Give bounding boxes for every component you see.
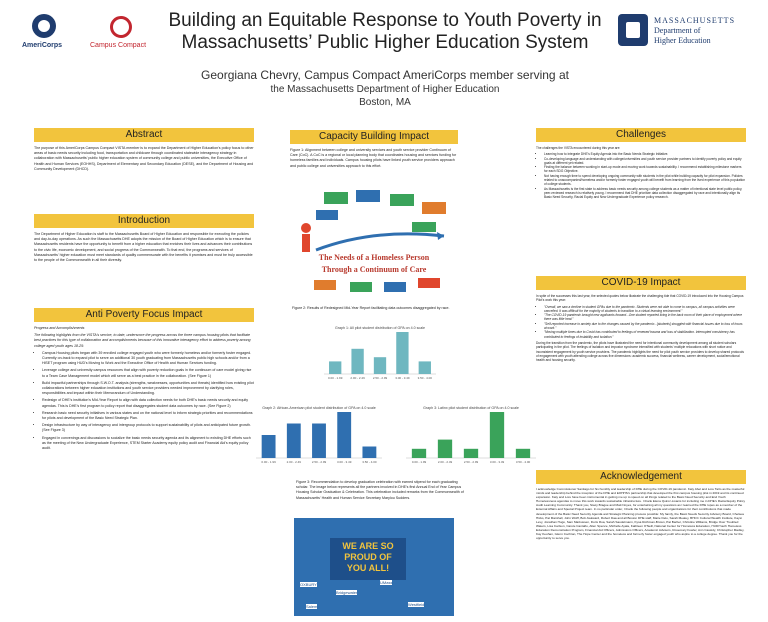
list-item: • "Self-reported increase in anxiety due to the changes caused by the pandemic...[students] struggled with financial issues due to loss of hours at work." <box>544 322 746 331</box>
banner-text <box>330 541 406 574</box>
accomplishment-list <box>34 351 254 451</box>
tick-label: 3.00 - 3.49 <box>337 460 352 464</box>
partner-logo: Bridgewater <box>336 590 358 595</box>
chart-bar <box>337 412 351 458</box>
chart-bar <box>419 361 431 374</box>
title-line1: Building an Equitable Response to Youth Poverty in <box>168 10 602 31</box>
abstract-heading: Abstract <box>34 128 254 142</box>
chart-bar <box>312 424 326 459</box>
figure2-caption: Figure 2: Results of Redesigned Mid-Year Report facilitating data outcomes disaggregated by race. <box>292 306 450 310</box>
mass-logo-line2: Department of <box>654 26 701 35</box>
node-box <box>350 282 372 292</box>
list-item: • Leverage college and university campus resources that align with poverty reduction goals in the continuum of care model giving rise to a Team Case Management model which will serve as a best practice in the collaboration. (See Figure 1) <box>42 368 254 378</box>
person-icon <box>301 223 311 233</box>
tick-label: 3.50 - 4.00 <box>417 376 432 380</box>
list-item: • Design infrastructure by way of interagency and intergroup protocols to support sustainability of pilots and anticipated future growth. (See Figure 3) <box>42 423 254 433</box>
tick-label: 3.50 - 4.00 <box>362 460 377 464</box>
banner-line1: WE ARE SO <box>342 541 394 551</box>
covid-heading: COVID-19 Impact <box>536 276 746 290</box>
chart-bar <box>262 435 276 458</box>
acknowledgement-heading: Acknowledgement <box>536 470 746 484</box>
chart-title: Graph 3: Latinx pilot student distribution of GPA on 4.0 scale <box>423 406 519 410</box>
diagram-graphic <box>294 188 454 298</box>
anti-poverty-section <box>34 308 254 453</box>
tick-label: 2.00 - 2.49 <box>286 460 301 464</box>
gpa-chart-african-american <box>252 404 386 470</box>
introduction-section <box>34 214 254 263</box>
challenges-section <box>536 128 746 200</box>
chart-bar <box>516 449 530 458</box>
mass-dhe-logo <box>618 12 758 54</box>
continuum-of-care-diagram <box>294 188 454 298</box>
list-item: • Co-developing language and understanding with college/universities and youth service provider partners to identify poverty policy and equity goals at different yet related. <box>544 157 746 166</box>
node-box <box>390 194 414 206</box>
list-item: • Build impactful partnerships through S.W.O.T. analysis (strengths, weaknesses, opportunities and threats) identified how existing pilot collaborations between higher education institutions and youth service providers needed improvement by clarifying roles, responsibilities and impact within their Memorandum of Understanding. <box>42 381 254 397</box>
partner-logo: Salem <box>306 604 318 609</box>
progress-subheading: Progress and Accomplishments <box>34 326 85 330</box>
list-item: • Learning how to integrate DHE's Equity Agenda into the Basic Needs Strategic Initiative. <box>544 152 746 156</box>
chart-bar <box>490 412 504 458</box>
node-box <box>384 282 406 292</box>
list-item: • "The COVID-19 pandemic brought new applicants forward...One student reported living in the back room of their place of employment where there was little heat." <box>544 313 746 322</box>
state-seal-icon <box>618 14 648 46</box>
list-item: • Research basic need security initiatives in various states and on the national level to inform strategic priorities and recommendations for pilots and development of the Basic Need Strategic Plan. <box>42 411 254 421</box>
title-line2: Massachusetts’ Public Higher Education System <box>181 32 589 53</box>
mass-logo-line3: Higher Education <box>654 36 711 45</box>
challenges-body <box>536 146 746 200</box>
arrow-head-icon <box>437 232 444 240</box>
node-box <box>316 210 338 220</box>
list-item: • As Massachusetts is the first state to address basic needs security among college students as a matter of intentional state level public policy, peer-reviewed research is relatively young. I recommend that DHE prioritize data collection disaggregated by race and intentionally align its Basic Need Security, Racial Equity and New Undergraduate Experience policy research. <box>544 187 746 200</box>
node-box <box>418 278 440 288</box>
node-box <box>356 190 380 202</box>
diagram-title-2: Through a Continuum of Care <box>321 265 427 274</box>
partner-logo: OXBURY <box>300 582 317 587</box>
tick-label: 2.50 - 2.99 <box>372 376 388 380</box>
node-box <box>412 222 436 232</box>
americorps-logo-text: AmeriCorps <box>22 42 63 49</box>
affiliation-line1: the Massachusetts Department of Higher Education <box>270 84 500 95</box>
diagram-title-1: The Needs of a Homeless Person <box>318 253 430 262</box>
tick-label: 3.00 - 3.49 <box>489 460 505 464</box>
covid-intro: In spite of the successes this last year, the selected quotes below illustrate the challenging tide that COVID-19 introduced into the Housing Campus Pilot's work this year: <box>536 294 744 303</box>
chart-bar <box>351 349 363 374</box>
americorps-logo-icon <box>32 14 56 38</box>
covid-section <box>536 276 746 362</box>
list-item: • Campus Housing pilots began with 39 enrolled college engaged youth who were formerly homeless and/or formerly foster engaged. Currently on-track to expand pilot to serve an additional 30 youth graduating from Massachusetts public high schools and/or from a HiSET program using HUD's Moving to Work and the Executive Office of Health and Human Services funding. <box>42 351 254 367</box>
banner-line2: PROUD OF <box>344 552 392 562</box>
tick-label: 2.50 - 2.99 <box>463 460 479 464</box>
covid-quotes <box>536 305 746 339</box>
covid-closing: During the transition from the pandemic, the pilots have illustrated the need for intentional community development among all student scholars participating in the pilot. The feelings of isolation and impostor syndrome intensified with students' multiple relocations with short notice and inconsistent engagement by youth service providers. The pandemic highlights the need for pilot youth service providers to develop shared protocols of engagement with youth attending college across five dimensions: academic success, financial wellness, career development, social/emotional health and housing security. <box>536 340 744 363</box>
tick-label: 2.00 - 2.49 <box>437 460 453 464</box>
challenges-intro: The challenges the VISTA encountered during this year are: <box>536 146 621 150</box>
partner-logo: UMass <box>380 580 393 585</box>
chart-bar <box>287 424 301 459</box>
tick-label: 2.50 - 2.99 <box>311 460 327 464</box>
continuum-arrow <box>316 234 444 250</box>
tick-label: 3.00 - 3.49 <box>395 376 410 380</box>
abstract-text: The purpose of this AmeriCorps Campus Compact VISTA member is to expand the Department of Higher Education's policy focus to other areas of basic needs security including food, transportation and childcare through coordinated statewide interagency strategy in collaboration with Massachusetts' public higher education system of community college and public universities, the Executive Office of Health and Human Services (EOHHS), Department of Elementary and Secondary Education (DESE), and the Department of Housing and Community Development (DHCD). <box>34 146 254 171</box>
introduction-heading: Introduction <box>34 214 254 228</box>
chart-bar <box>396 332 408 374</box>
anti-poverty-heading: Anti Poverty Focus Impact <box>34 308 254 322</box>
tick-label: 3.50 - 4.00 <box>515 460 531 464</box>
person-icon-body <box>302 234 310 252</box>
chart-bar <box>464 449 478 458</box>
chart-bar <box>412 449 426 458</box>
partner-logo: Westfield <box>408 602 425 607</box>
tick-label: 2.00 - 2.49 <box>350 376 365 380</box>
acknowledgement-section <box>536 470 746 540</box>
campus-compact-logo-text: Campus Compact <box>90 42 147 49</box>
introduction-text: The Department of Higher Education is staff to the Massachusetts Board of Higher Education and responsible for executing the policies and day-to-day operations. As such the Massachusetts DHE adopts the mission of the Board of Higher Education which is to ensure that Massachusetts residents have the opportunity to benefit from a higher education that enriches their lives and advances their contributions to the civic life, economic development, and social progress of the Commonwealth. To that end, the programs and services of Massachusetts' higher education must meet standards of quality commensurate with the benefits it promises and must be truly accessible to the people of the Commonwealth in all their diversity. <box>34 232 253 263</box>
affiliation-line2: Boston, MA <box>359 97 411 108</box>
gpa-chart-all <box>320 324 440 386</box>
chart-title: Graph 1: All pilot student distribution of GPA on 4.0 scale <box>334 326 426 330</box>
list-item: • Engaged in convenings and discussions to socialize the basic needs security agenda and its alignment to existing DHE efforts such as the meeting of the New Undergraduate Experience, STEM Starter Academy equity policy audit and Financial Aid's equity policy audit. <box>42 436 254 452</box>
tick-label: 0.00 - 1.99 <box>261 460 276 464</box>
covid-body <box>536 294 746 362</box>
list-item: • "Overall, we saw a decline in student GPAs due to the pandemic. Students were not able to come to campus, all campus activities were cancelled. It was difficult for the majority of students to transition to a virtual learning environment." <box>544 305 746 314</box>
list-item: • "Moving multiple times due to Covid has contributed to feelings of renewed trauma and loss of stabilization. Interrupted consistency has contributed to feelings of instability and isolation." <box>544 330 746 339</box>
gpa-chart-latinx <box>402 404 540 470</box>
capacity-heading: Capacity Building Impact <box>290 130 458 144</box>
left-logos <box>22 14 152 64</box>
chart-bar <box>374 357 386 374</box>
node-box <box>324 192 348 204</box>
poster-title <box>160 10 610 54</box>
chart-bar <box>438 440 452 458</box>
figure1-caption: Figure 1: Alignment between college and university services and youth service provider Continuum of Care (CoC). A CoC is a regional or local planning body that coordinates housing and services funding for homeless families and individuals. Campus housing pilots have linked youth service providers approach and public college and universities approach to this effort. <box>290 148 457 168</box>
anti-poverty-body <box>34 326 254 451</box>
node-box <box>422 202 446 214</box>
celebration-banner <box>330 538 406 580</box>
tick-label: 0.00 - 1.99 <box>328 376 343 380</box>
tick-label: 0.00 - 1.99 <box>411 460 427 464</box>
chart-bar <box>362 447 376 459</box>
chart-title: Graph 2: African-American pilot student distribution of GPA on 4.0 scale <box>262 406 376 410</box>
chart-bar <box>329 361 341 374</box>
node-box <box>314 280 336 290</box>
acknowledgement-text: I acknowledge Commissioner Santiago for his humility and leadership of DHE during the COVID-19 pandemic. Katy Abel and Lore Tarlo as the masterful minds and leadership behind the inception of the DHE and EOHHS's partnership that developed the first campus housing pilot in 2019 and its continued expansion. Katy and Lore have been instrumental in getting me up to speed on all things related to the Basic Need Security and End Youth Homelessness agendas to move this work towards sustainable infrastructure. I thank Elena Quiroz-Livanis for including me in DHE's Racial Equity Policy Audit Learning Community. Thank you, Stacy Brague and Matt Noyes, for entertaining all my questions as I learned the DHE ropes as a member of the External Affairs and Special Project team. In no particular order, I thank the following people and organizations for their contributions that made development of the Basic Need Security Agenda and Strategic Planning process possible: My family, the Basic Needs Security Advisory Board, Chelsea Hicks, Pat Marshall, John Wolff, Bob Awkward, Robert Daa and all Boston DHE staff, Marie Delo, Sarah Mealey, BHCC Cultural Wealth Institute, Kaysi Levy, Jonathan Hugo, Sam Markussen, Doris Rua, Sarah Saudelmann, Kysa Rothman-Brown, Pat Barber, Christine Williams, Bridge Over Troubled Waters, Lisa Carlson, Carole Cantafio, Allen Spence, Michelle Ayala, Kathleen O'Neill, National Center for Homeless Education, HUD/Youth Homeless Education Demonstration Program, Financial Aid Officers, Admissions Officers, Academic Advisors, Rosemary Fowler, Ann Cassidy, Christopher Madley, Kay Keohan, Glenn Cochran, The Hope Center and the homeless and formerly foster engaged youth who aspire to a college degree. Thank you for the opportunity to serve you. <box>536 487 745 541</box>
challenges-heading: Challenges <box>536 128 746 142</box>
left-column <box>34 128 254 172</box>
campus-compact-logo-icon <box>110 16 132 38</box>
progress-intro: The following highlights from the VISTA's service, to date, underscore the progress across the three campus housing pilots that facilitate best practices for this type of collaboration and accomplishments because of this innovative interagency effort to address poverty among college aged youth ages 18-25: <box>34 333 251 348</box>
partner-logo-grid <box>296 576 452 616</box>
capacity-section <box>290 130 458 169</box>
list-item: • Finding the balance between working in start-up mode and moving work towards sustainability. I recommend establishing milestone markers for each SDG Objective. <box>544 165 746 174</box>
list-item: • Not having enough time to spend developing ongoing community with students in the pilot while building capacity for pilot expansion. Policies related to unaccompanied/homeless and/or formerly foster engaged youth will benefit from learning from the lived experience of this population of college students. <box>544 174 746 187</box>
banner-line3: YOU ALL! <box>346 563 390 573</box>
figure3-caption: Figure 3: Recommendation to develop graduation celebration with earned stipend for each graduating scholar. The image below represents all the partners involved in DHE's first Annual End of Year Campus Housing Scholar Graduation & Celebration. This celebration included remarks from the Commonwealth of Massachusetts' Health and Human Service Secretary Marylou Sudders. <box>296 480 464 500</box>
mass-logo-line1: MASSACHUSETTS <box>654 16 736 25</box>
list-item: • Redesign of DHE's institution's Mid-Year Report to align with data collection needs for both DHE's basic needs security and equity agendas. This is DHE's first program to policy report that disaggregates student data outcomes by race. (See Figure 2) <box>42 398 254 408</box>
challenges-list <box>536 152 746 199</box>
author-line: Georgiana Chevry, Campus Compact AmeriCorps member serving at <box>201 68 569 82</box>
